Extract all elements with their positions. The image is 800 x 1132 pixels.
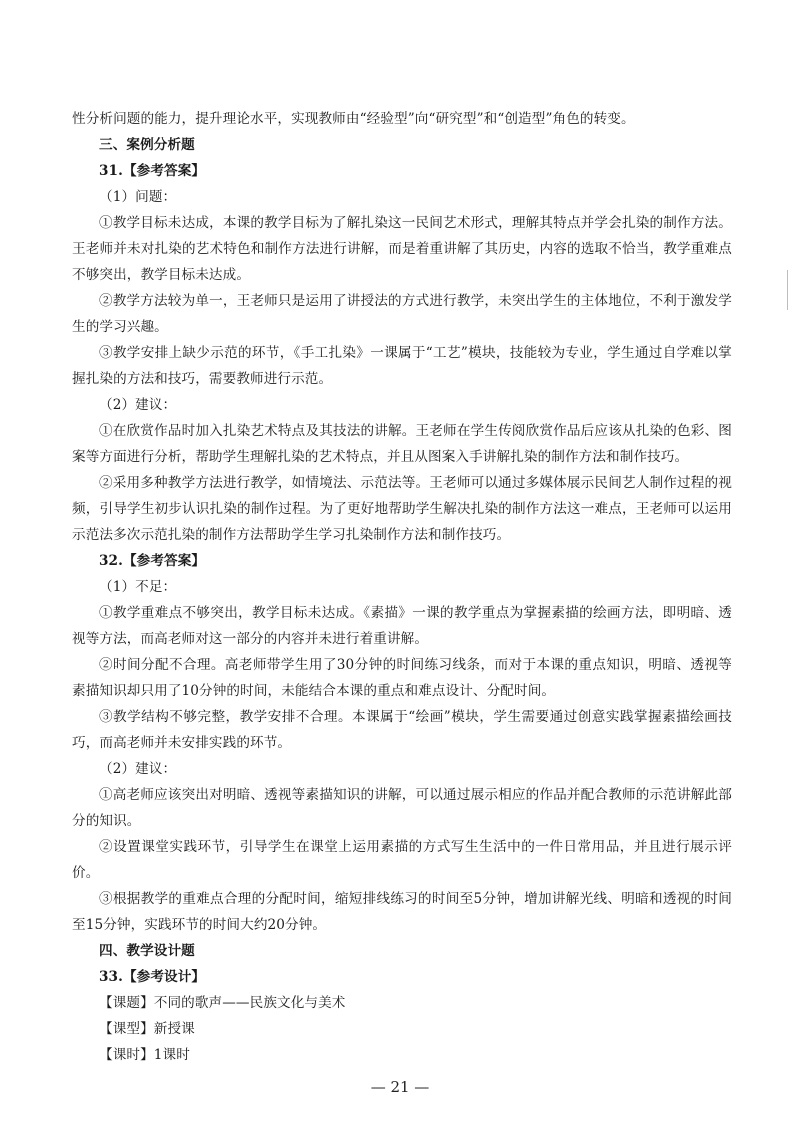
question-heading: 32.【参考答案】 [99, 553, 206, 569]
sub-heading: （1）问题： [99, 189, 177, 205]
page-content [72, 106, 732, 1068]
page-number: — 21 — [370, 1078, 430, 1096]
section-heading: 四、教学设计题 [99, 943, 195, 959]
body-paragraph: ②设置课堂实践环节，引导学生在课堂上运用素描的方式写生生活中的一件日常用品，并且进行展示评价。 [72, 839, 732, 881]
body-paragraph: ①在欣赏作品时加入扎染艺术特点及其技法的讲解。王老师在学生传阅欣赏作品后应该从扎染的色彩、图案等方面进行分析，帮助学生理解扎染的艺术特点，并且从图案入手讲解扎染的制作方法和制作技巧。 [72, 423, 732, 465]
body-paragraph: ③根据教学的重难点合理的分配时间，缩短排线练习的时间至5分钟，增加讲解光线、明暗和透视的时间至15分钟，实践环节的时间大约20分钟。 [72, 891, 732, 933]
body-paragraph: ③教学结构不够完整，教学安排不合理。本课属于“绘画”模块，学生需要通过创意实践掌握素描绘画技巧，而高老师并未安排实践的环节。 [72, 709, 732, 751]
design-field: 【课题】不同的歌声——民族文化与美术 [99, 995, 346, 1011]
body-paragraph: ②时间分配不合理。高老师带学生用了30分钟的时间练习线条，而对于本课的重点知识，明暗、透视等素描知识却只用了10分钟的时间，未能结合本课的重点和难点设计、分配时间。 [72, 657, 732, 699]
sub-heading: （2）建议： [99, 397, 177, 413]
question-heading: 33.【参考设计】 [99, 969, 206, 985]
sub-heading: （2）建议： [99, 761, 177, 777]
body-paragraph: ①教学重难点不够突出，教学目标未达成。《素描》一课的教学重点为掌握素描的绘画方法，即明暗、透视等方法，而高老师对这一部分的内容并未进行着重讲解。 [72, 605, 732, 647]
body-paragraph: 性分析问题的能力，提升理论水平，实现教师由“经验型”向“研究型”和“创造型”角色的转变。 [72, 111, 635, 127]
body-paragraph: ①教学目标未达成，本课的教学目标为了解扎染这一民间艺术形式，理解其特点并学会扎染的制作方法。王老师并未对扎染的艺术特色和制作方法进行讲解，而是着重讲解了其历史，内容的选取不恰当，教学重难点不够突出，教学目标未达成。 [72, 215, 732, 283]
body-paragraph: ②教学方法较为单一，王老师只是运用了讲授法的方式进行教学，未突出学生的主体地位，不利于激发学生的学习兴趣。 [72, 293, 732, 335]
sub-heading: （1）不足： [99, 579, 177, 595]
scan-artifact [787, 270, 788, 310]
body-paragraph: ③教学安排上缺少示范的环节，《手工扎染》一课属于“工艺”模块，技能较为专业，学生通过自学难以掌握扎染的方法和技巧，需要教师进行示范。 [72, 345, 732, 387]
section-heading: 三、案例分析题 [99, 137, 195, 153]
design-field: 【课型】新授课 [99, 1021, 195, 1037]
body-paragraph: ①高老师应该突出对明暗、透视等素描知识的讲解，可以通过展示相应的作品并配合教师的示范讲解此部分的知识。 [72, 787, 732, 829]
body-paragraph: ②采用多种教学方法进行教学，如情境法、示范法等。王老师可以通过多媒体展示民间艺人制作过程的视频，引导学生初步认识扎染的制作过程。为了更好地帮助学生解决扎染的制作方法这一难点，王老师可以运用示范法多次示范扎染的制作方法帮助学生学习扎染制作方法和制作技巧。 [72, 475, 732, 543]
question-heading: 31.【参考答案】 [99, 163, 206, 179]
design-field: 【课时】1课时 [99, 1047, 190, 1063]
